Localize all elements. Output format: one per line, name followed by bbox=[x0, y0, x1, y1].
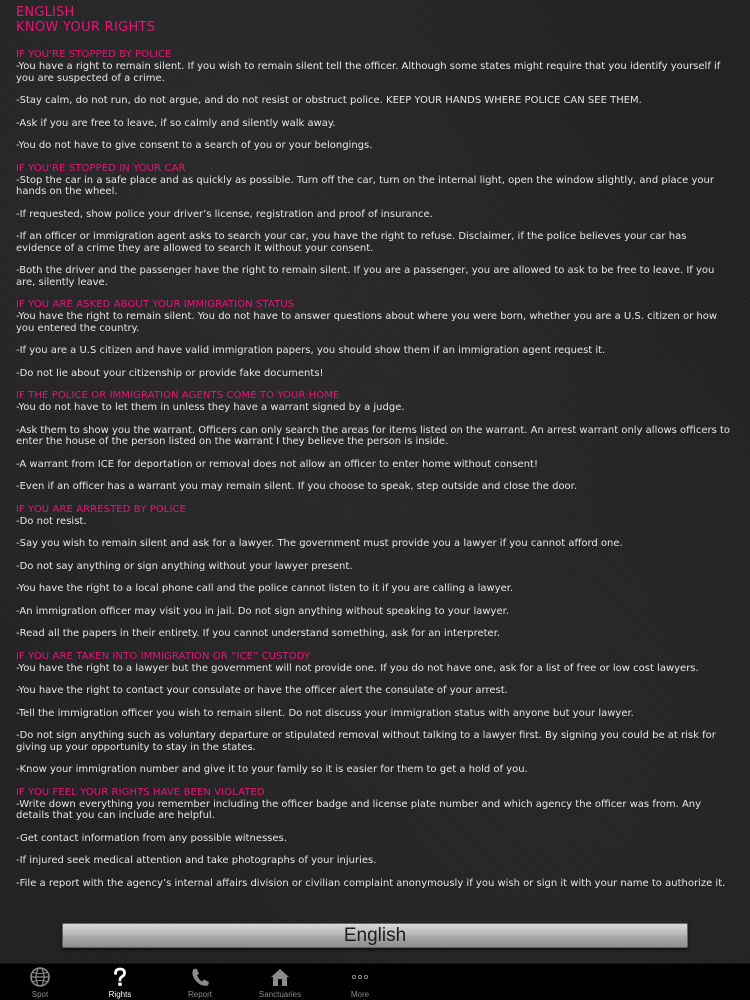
section-paragraph: -A warrant from ICE for deportation or removal does not allow an officer to enter home without consent! bbox=[16, 458, 538, 470]
rights-section bbox=[16, 299, 734, 379]
section-paragraph: -You do not have to let them in unless they have a warrant signed by a judge. bbox=[16, 402, 405, 413]
tab-label: Spot bbox=[31, 990, 49, 999]
page-title: KNOW YOUR RIGHTS bbox=[16, 20, 156, 35]
section-paragraph: -If an officer or immigration agent asks to search your car, you have the right to refuse. Disclaimer, if the police believes your car has evidence of a crime they are allowed to search it without your consent. bbox=[16, 231, 687, 254]
tab-label: More bbox=[350, 990, 370, 999]
section-paragraph: -Do not resist. bbox=[16, 515, 87, 527]
section-paragraph: -Say you wish to remain silent and ask for a lawyer. The government must provide you a lawyer if you cannot afford one. bbox=[16, 538, 623, 549]
rights-section bbox=[16, 49, 734, 152]
tab-report[interactable] bbox=[160, 964, 240, 1000]
section-paragraph: -You have a right to remain silent. If you wish to remain silent tell the officer. Although some states might require that you identify yourself if you are suspected of a crime. bbox=[16, 61, 721, 84]
section-paragraph: -File a report with the agency’s internal affairs division or civilian complaint anonymously if you wish or sign it with your name to authorize it. bbox=[16, 877, 726, 889]
section-title: IF YOU ARE ARRESTED BY POLICE bbox=[16, 503, 187, 515]
tab-label: Report bbox=[187, 990, 212, 999]
section-paragraph: -Even if an officer has a warrant you may remain silent. If you choose to speak, step outside and close the door. bbox=[16, 481, 578, 492]
section-paragraph: -You have the right to contact your consulate or have the officer alert the consulate of your arrest. bbox=[16, 685, 508, 696]
section-paragraph: -You do not have to give consent to a search of you or your belongings. bbox=[16, 140, 373, 151]
section-paragraph: -Stay calm, do not run, do not argue, and do not resist or obstruct police. KEEP YOUR HANDS WHERE POLICE CAN SEE THEM. bbox=[16, 95, 642, 106]
question-mark-icon bbox=[109, 966, 131, 988]
section-paragraph: -If you are a U.S citizen and have valid immigration papers, you should show them if an immigration agent request it. bbox=[16, 345, 606, 356]
tab-label: Rights bbox=[108, 990, 132, 999]
rights-section bbox=[16, 390, 734, 493]
section-paragraph: -Both the driver and the passenger have the right to remain silent. If you are a passenger, you are allowed to ask to be free to leave. If you are, silently leave. bbox=[16, 265, 715, 288]
tab-spot[interactable] bbox=[0, 964, 80, 1000]
tab-sanctuaries[interactable] bbox=[240, 964, 320, 1000]
section-paragraph: -You have the right to a local phone call and the police cannot listen to it if you are calling a lawyer. bbox=[16, 583, 514, 594]
tab-more[interactable] bbox=[320, 964, 400, 1000]
rights-section bbox=[16, 651, 734, 776]
tab-rights[interactable] bbox=[80, 964, 160, 1000]
rights-section bbox=[16, 787, 734, 890]
section-title: IF THE POLICE OR IMMIGRATION AGENTS COME TO YOUR HOME bbox=[16, 390, 340, 401]
section-paragraph: -You have the right to remain silent. You do not have to answer questions about where you were born, whether you are a U.S. citizen or how you entered the country. bbox=[16, 311, 718, 334]
language-heading: ENGLISH bbox=[16, 5, 75, 20]
language-selector-label: English bbox=[343, 924, 407, 946]
section-paragraph: -Know your immigration number and give it to your family so it is easier for them to get a hold of you. bbox=[16, 764, 528, 775]
phone-icon bbox=[189, 966, 211, 988]
section-paragraph: -Ask if you are free to leave, if so calmly and silently walk away. bbox=[16, 117, 336, 129]
section-paragraph: -If requested, show police your driver’s license, registration and proof of insurance. bbox=[16, 208, 433, 220]
tab-label: Sanctuaries bbox=[258, 990, 302, 999]
section-paragraph: -Get contact information from any possible witnesses. bbox=[16, 832, 287, 844]
section-paragraph: -Stop the car in a safe place and as quickly as possible. Turn off the car, turn on the internal light, open the window slightly, and place your hands on the wheel. bbox=[16, 174, 714, 197]
section-paragraph: -Do not sign anything such as voluntary departure or stipulated removal without talking to a lawyer first. By signing you could be at risk for giving up your opportunity to stay in the states. bbox=[16, 730, 716, 753]
section-paragraph: -Do not lie about your citizenship or provide fake documents! bbox=[16, 367, 324, 379]
globe-icon bbox=[29, 966, 51, 988]
section-title: IF YOU ARE TAKEN INTO IMMIGRATION OR “ICE” CUSTODY bbox=[16, 650, 311, 662]
section-title: IF YOU'RE STOPPED BY POLICE bbox=[16, 49, 172, 60]
section-paragraph: -If injured seek medical attention and take photographs of your injuries. bbox=[16, 855, 377, 866]
rights-content[interactable] bbox=[16, 5, 734, 900]
section-title: IF YOU FEEL YOUR RIGHTS HAVE BEEN VIOLATED bbox=[16, 786, 265, 798]
rights-section bbox=[16, 504, 734, 640]
section-title: IF YOU'RE STOPPED IN YOUR CAR bbox=[16, 162, 186, 174]
section-paragraph: -Ask them to show you the warrant. Officers can only search the areas for items listed on the warrant. An arrest warrant only allows officers to enter the house of the person listed on the warrant I they believe the person is inside. bbox=[16, 424, 731, 447]
section-paragraph: -You have the right to a lawyer but the government will not provide one. If you do not have one, ask for a list of free or low cost lawyers. bbox=[16, 662, 699, 674]
language-selector-button[interactable] bbox=[62, 923, 688, 948]
section-paragraph: -An immigration officer may visit you in jail. Do not sign anything without speaking to your lawyer. bbox=[16, 605, 509, 617]
more-dots-icon bbox=[349, 966, 371, 988]
section-paragraph: -Do not say anything or sign anything without your lawyer present. bbox=[16, 560, 353, 572]
section-paragraph: -Tell the immigration officer you wish to remain silent. Do not discuss your immigration status with anyone but your lawyer. bbox=[16, 707, 634, 719]
tab-bar bbox=[0, 963, 750, 1000]
section-paragraph: -Read all the papers in their entirety. If you cannot understand something, ask for an interpreter. bbox=[16, 628, 501, 639]
house-icon bbox=[269, 966, 291, 988]
section-paragraph: -Write down everything you remember including the officer badge and license plate number and which agency the officer was from. Any details that you can include are helpful. bbox=[16, 798, 702, 821]
sections-list bbox=[16, 49, 734, 889]
rights-section bbox=[16, 163, 734, 289]
section-title: IF YOU ARE ASKED ABOUT YOUR IMMIGRATION STATUS bbox=[16, 299, 295, 310]
